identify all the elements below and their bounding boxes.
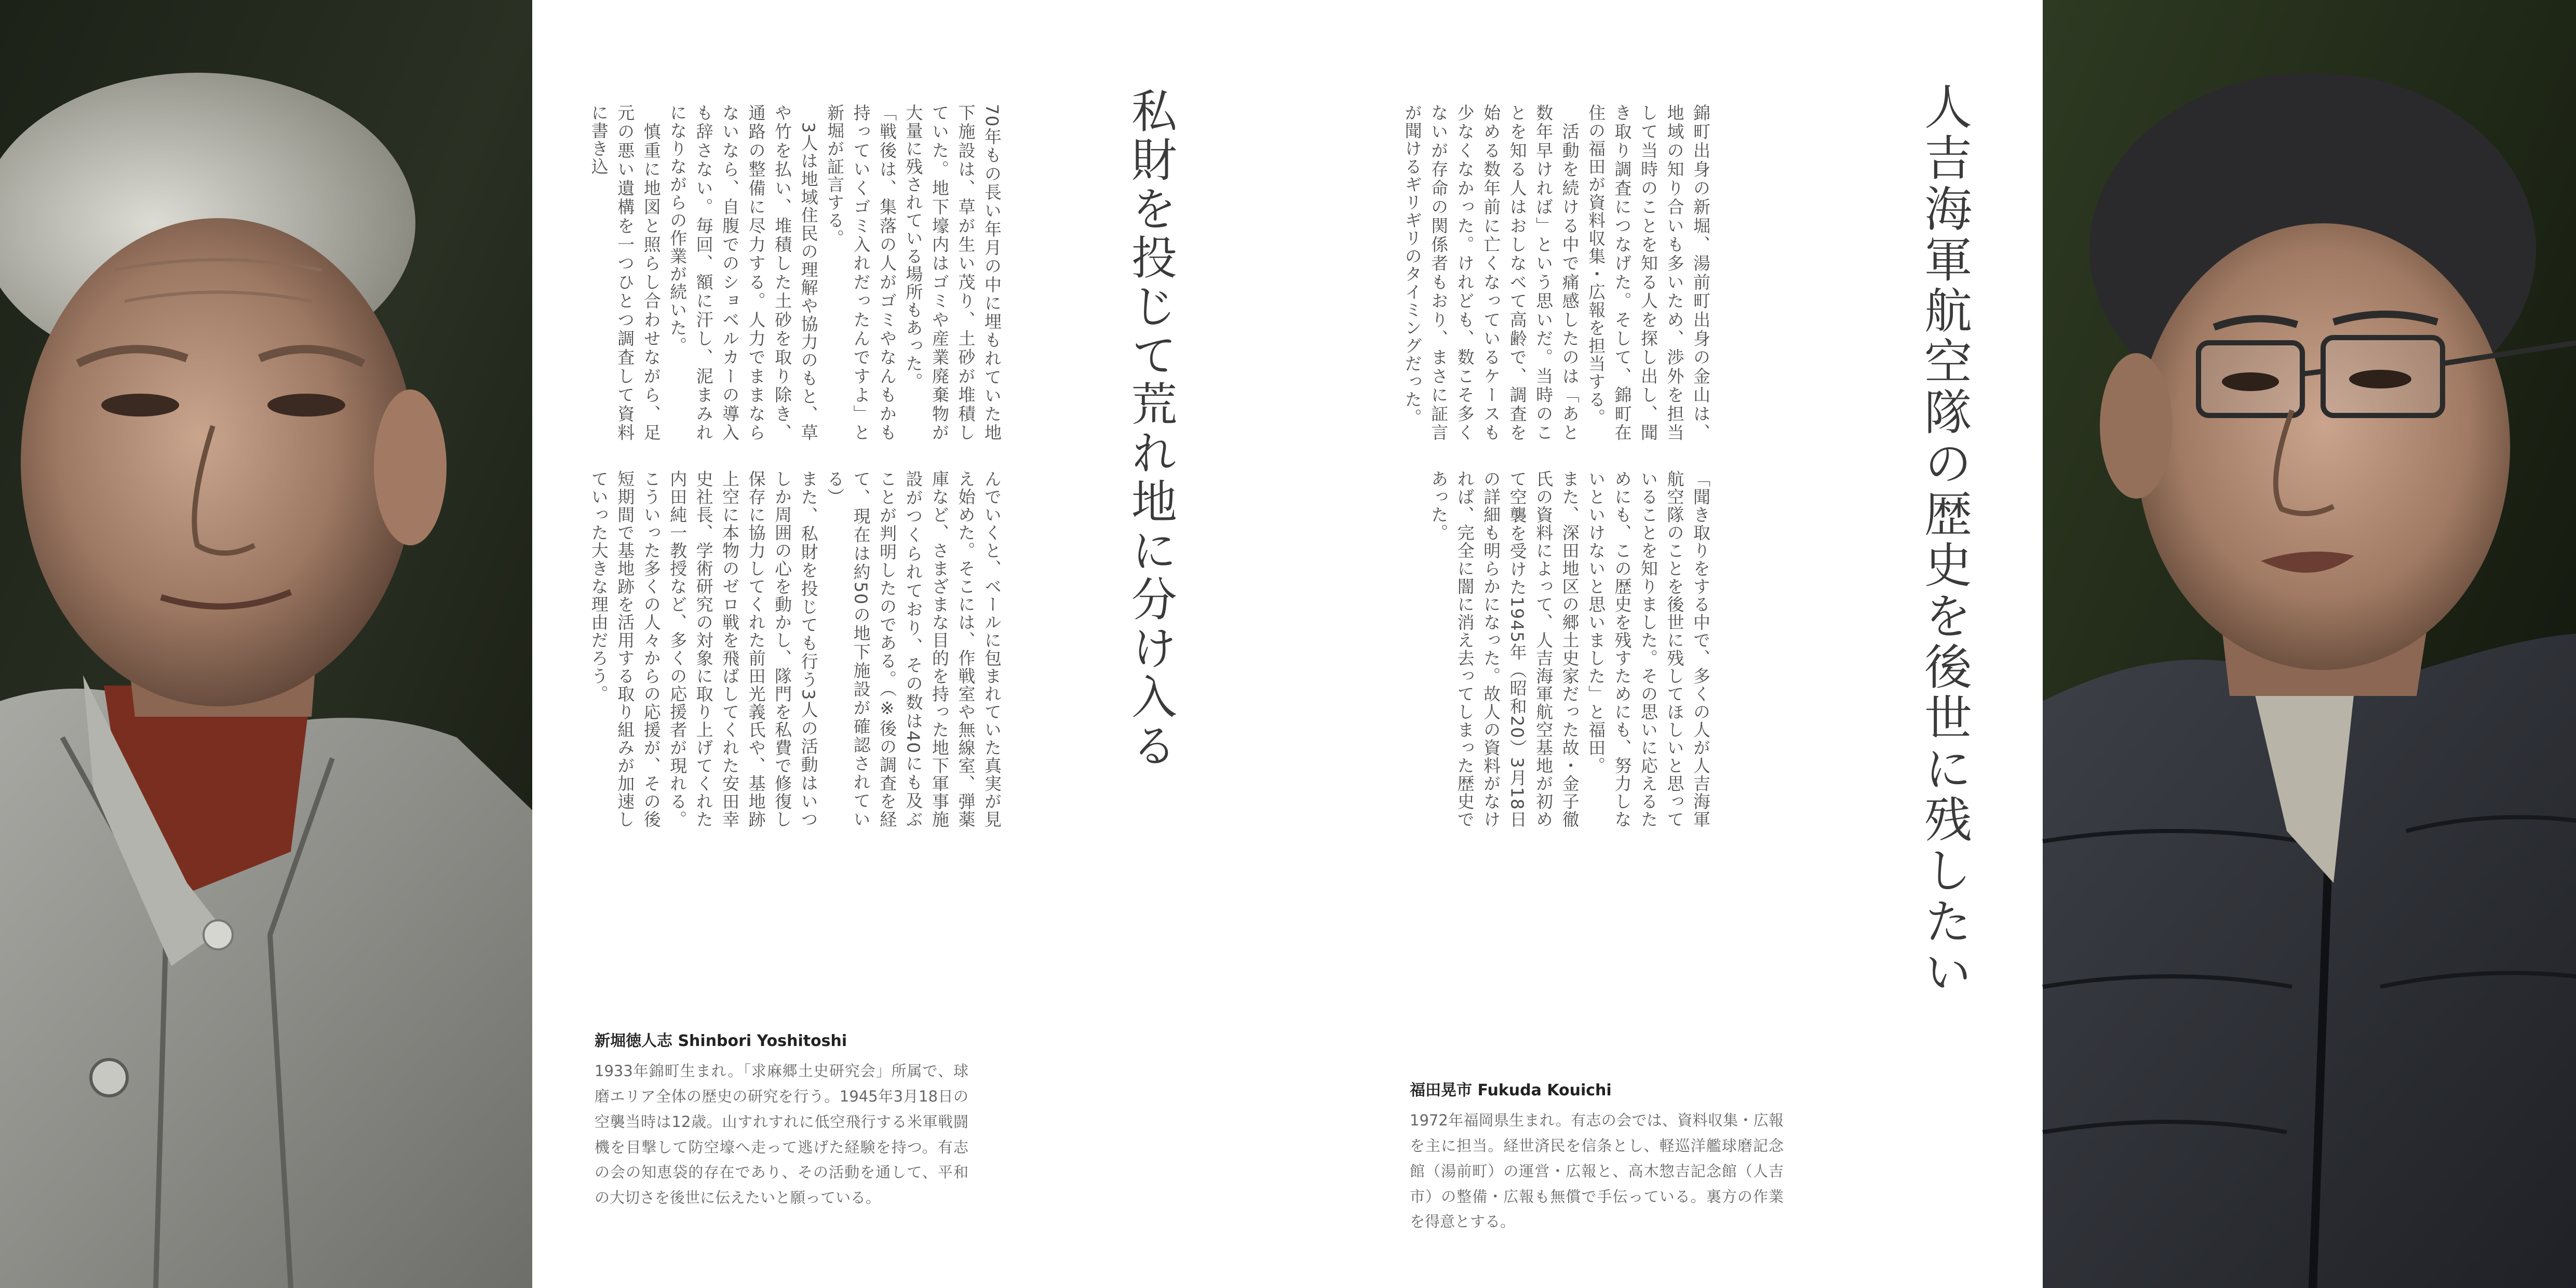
left-body-upper: 70年もの長い年月の中に埋もれていた地下施設は、草が生い茂り、土砂が堆積していた。地下壕内はゴミや産業廃棄物が大量に残されている場所もあった。 「戦後は、集落の人がゴミやなんもかも持っていくゴミ入れだったんですよ」と新堀が証言する。 3人は地域住民の理解や協力のもと、草や竹を払い、堆積した土砂を取り除き、通路の整備に尽力する。人力でままならないなら、自腹でのショベルカーの導入も辞さない。毎回、額に汗し、泥まみれになりながらの作業が続いた。 慎重に地図と照らし合わせながら、足元の悪い遺構を一つひとつ調査して資料に書き込	[588, 104, 1002, 441]
right-body-lower: 「聞き取りをする中で、多くの人が人吉海軍航空隊のことを後世に残してほしいと思っていることを知りました。その思いに応えるためにも、この歴史を残すためにも、努力しないといけないと思いました」と福田。 また、深田地区の郷土史家だった故・金子徹氏の資料によって、人吉海軍航空基地が初めて空襲を受けた1945年（昭和20）3月18日の詳細も明らかになった。故人の資料がなければ、完全に闇に消え去ってしまった歴史であった。	[1428, 470, 1711, 828]
right-body-upper: 錦町出身の新堀、湯前町出身の金山は、地域の知り合いも多いため、渉外を担当して当時のことを知る人を探し出し、聞き取り調査につなげた。そして、錦町在住の福田が資料収集・広報を担当する。 活動を続ける中で痛感したのは「あと数年早ければ」という思いだ。当時のことを知る人はおしなべて高齢で、調査を始める数年前に亡くなっているケースも少なくなかった。けれども、数こそ多くないが存命の関係者もおり、まさに証言が聞けるギリギリのタイミングだった。	[1402, 104, 1711, 441]
bio-left	[595, 1028, 968, 1205]
right-headline: 人吉海軍航空隊の歴史を後世に残したい	[1917, 82, 1972, 998]
bio-left-name: 新堀徳人志 Shinbori Yoshitoshi	[595, 1032, 847, 1050]
left-body-lower: んでいくと、ベールに包まれていた真実が見え始めた。そこには、作戦室や無線室、弾薬庫など、さまざまな目的を持った地下軍事施設がつくられており、その数は40にも及ぶことが判明したのである。（※後の調査を経て、現在は約50の地下施設が確認されている） また、私財を投じても行う3人の活動はいつしか周囲の心を動かし、隊門を私費で修復し保存に協力してくれた前田光義氏や、基地跡上空に本物のゼロ戦を飛ばしてくれた安田幸史社長、学術研究の対象に取り上げてくれた内田純一教授など、多くの応援者が現れる。こういった多くの人々からの応援が、その後短期間で基地跡を活用する取り組みが加速していった大きな理由だろう。	[588, 470, 1002, 828]
bio-right-name: 福田晃市 Fukuda Kouichi	[1410, 1081, 1612, 1099]
bio-left-text: 1933年錦町生まれ。「求麻郷土史研究会」所属で、球磨エリア全体の歴史の研究を行う。1945年3月18日の空襲当時は12歳。山すれすれに低空飛行する米軍戦闘機を目撃して防空壕へ走って逃げた経験を持つ。有志の会の知恵袋的存在であり、その活動を通して、平和の大切さを後世に伝えたいと願っている。	[595, 1062, 968, 1206]
bio-right-text: 1972年福岡県生まれ。有志の会では、資料収集・広報を主に担当。経世済民を信条とし、軽巡洋艦球磨記念館（湯前町）の運営・広報と、高木惣吉記念館（人吉市）の整備・広報も無償で手伝っている。裏方の作業を得意とする。	[1410, 1111, 1784, 1231]
bio-right	[1410, 1078, 1784, 1231]
photo-left-elderly-man	[0, 0, 532, 1288]
left-headline: 私財を投じて荒れ地に分け入る	[1124, 87, 1178, 771]
photo-right-man-glasses	[2043, 0, 2576, 1288]
portrait-man-glasses-image	[2043, 0, 2576, 1288]
portrait-elderly-man-image	[0, 0, 532, 1288]
